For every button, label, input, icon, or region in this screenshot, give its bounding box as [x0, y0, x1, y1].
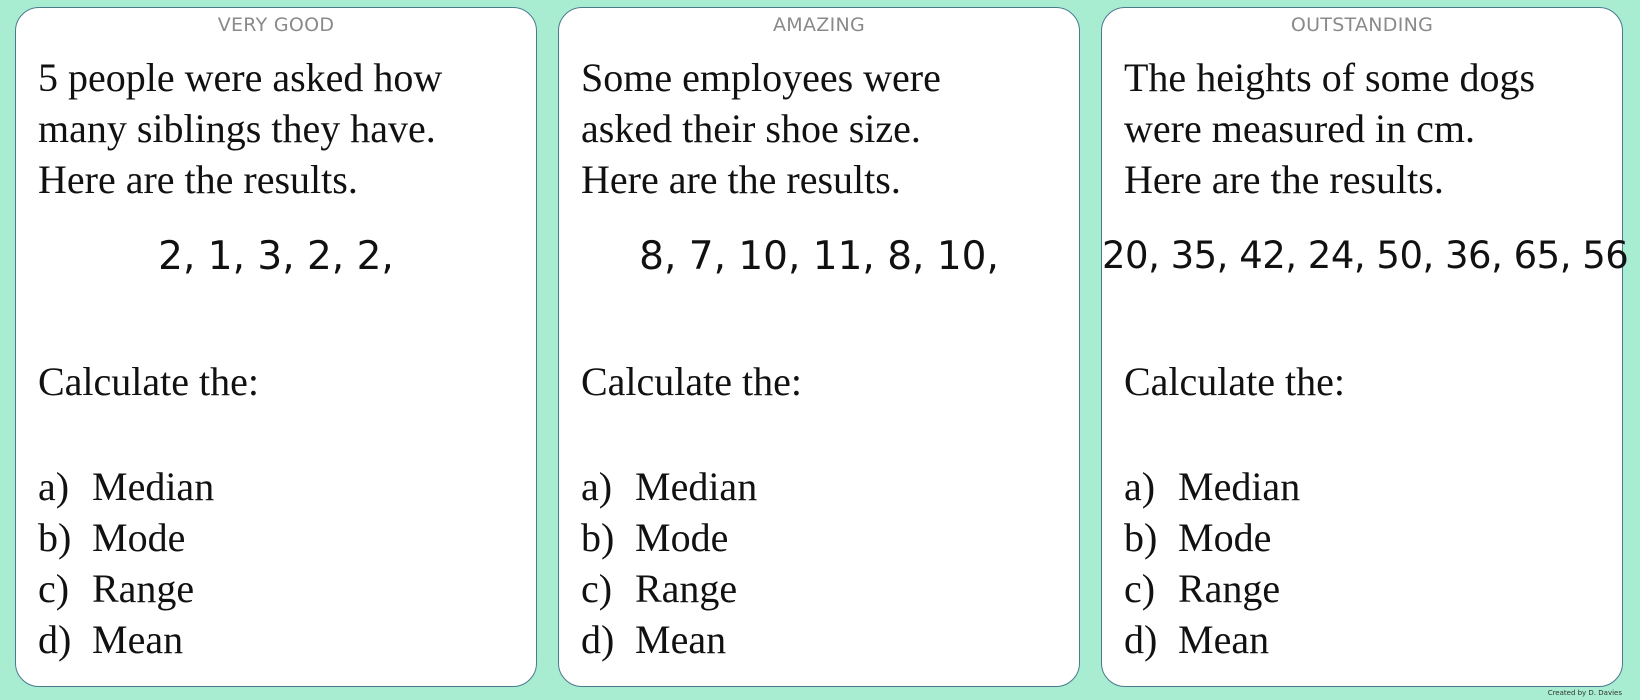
- question-part-mode: [1124, 512, 1300, 563]
- question-part-range: [1124, 563, 1300, 614]
- intro-line: Some employees were: [581, 55, 941, 100]
- instruction: Calculate the:: [38, 359, 260, 404]
- part-label: Mean: [635, 617, 727, 662]
- intro-line: Here are the results.: [581, 157, 901, 202]
- difficulty-label: VERY GOOD: [217, 14, 335, 36]
- question-part-range: [581, 563, 757, 614]
- question-card-outstanding: [1101, 7, 1629, 687]
- data-values: 8, 7, 10, 11, 8, 10,: [639, 234, 999, 279]
- intro-line: were measured in cm.: [1124, 106, 1475, 151]
- intro-line: Here are the results.: [38, 157, 358, 202]
- question-part-mean: [38, 614, 214, 665]
- part-letter: d): [38, 617, 72, 662]
- question-intro: [581, 52, 1069, 205]
- part-letter: a): [38, 464, 70, 509]
- question-part-mode: [581, 512, 757, 563]
- part-letter: d): [581, 617, 615, 662]
- difficulty-label: AMAZING: [772, 14, 866, 36]
- part-letter: a): [581, 464, 613, 509]
- question-parts: [581, 461, 757, 665]
- intro-line: many siblings they have.: [38, 106, 436, 151]
- question-intro: [38, 52, 526, 205]
- question-part-median: [581, 461, 757, 512]
- part-label: Range: [635, 566, 738, 611]
- intro-line: 5 people were asked how: [38, 55, 443, 100]
- part-label: Range: [1178, 566, 1281, 611]
- question-part-median: [1124, 461, 1300, 512]
- question-part-median: [38, 461, 214, 512]
- part-label: Mode: [635, 515, 729, 560]
- part-label: Mode: [1178, 515, 1272, 560]
- question-part-mode: [38, 512, 214, 563]
- part-label: Mean: [1178, 617, 1270, 662]
- part-letter: a): [1124, 464, 1156, 509]
- part-label: Range: [92, 566, 195, 611]
- question-part-range: [38, 563, 214, 614]
- part-letter: d): [1124, 617, 1158, 662]
- part-label: Median: [1178, 464, 1301, 509]
- part-label: Median: [635, 464, 758, 509]
- part-letter: c): [38, 566, 70, 611]
- intro-line: asked their shoe size.: [581, 106, 921, 151]
- part-letter: b): [1124, 515, 1158, 560]
- instruction: Calculate the:: [1124, 359, 1346, 404]
- question-parts: [1124, 461, 1300, 665]
- part-letter: b): [581, 515, 615, 560]
- question-part-mean: [581, 614, 757, 665]
- question-card-amazing: [558, 7, 1080, 687]
- difficulty-label: OUTSTANDING: [1290, 14, 1434, 36]
- part-label: Median: [92, 464, 215, 509]
- data-values: 20, 35, 42, 24, 50, 36, 65, 56: [1102, 234, 1629, 277]
- question-parts: [38, 461, 214, 665]
- part-letter: c): [581, 566, 613, 611]
- part-letter: b): [38, 515, 72, 560]
- intro-line: The heights of some dogs: [1124, 55, 1536, 100]
- part-label: Mode: [92, 515, 186, 560]
- question-intro: [1124, 52, 1612, 205]
- data-values: 2, 1, 3, 2, 2,: [158, 234, 394, 279]
- question-part-mean: [1124, 614, 1300, 665]
- question-card-very-good: [15, 7, 537, 687]
- part-label: Mean: [92, 617, 184, 662]
- instruction: Calculate the:: [581, 359, 803, 404]
- intro-line: Here are the results.: [1124, 157, 1444, 202]
- author-credit: Created by D. Davies: [1547, 689, 1622, 697]
- part-letter: c): [1124, 566, 1156, 611]
